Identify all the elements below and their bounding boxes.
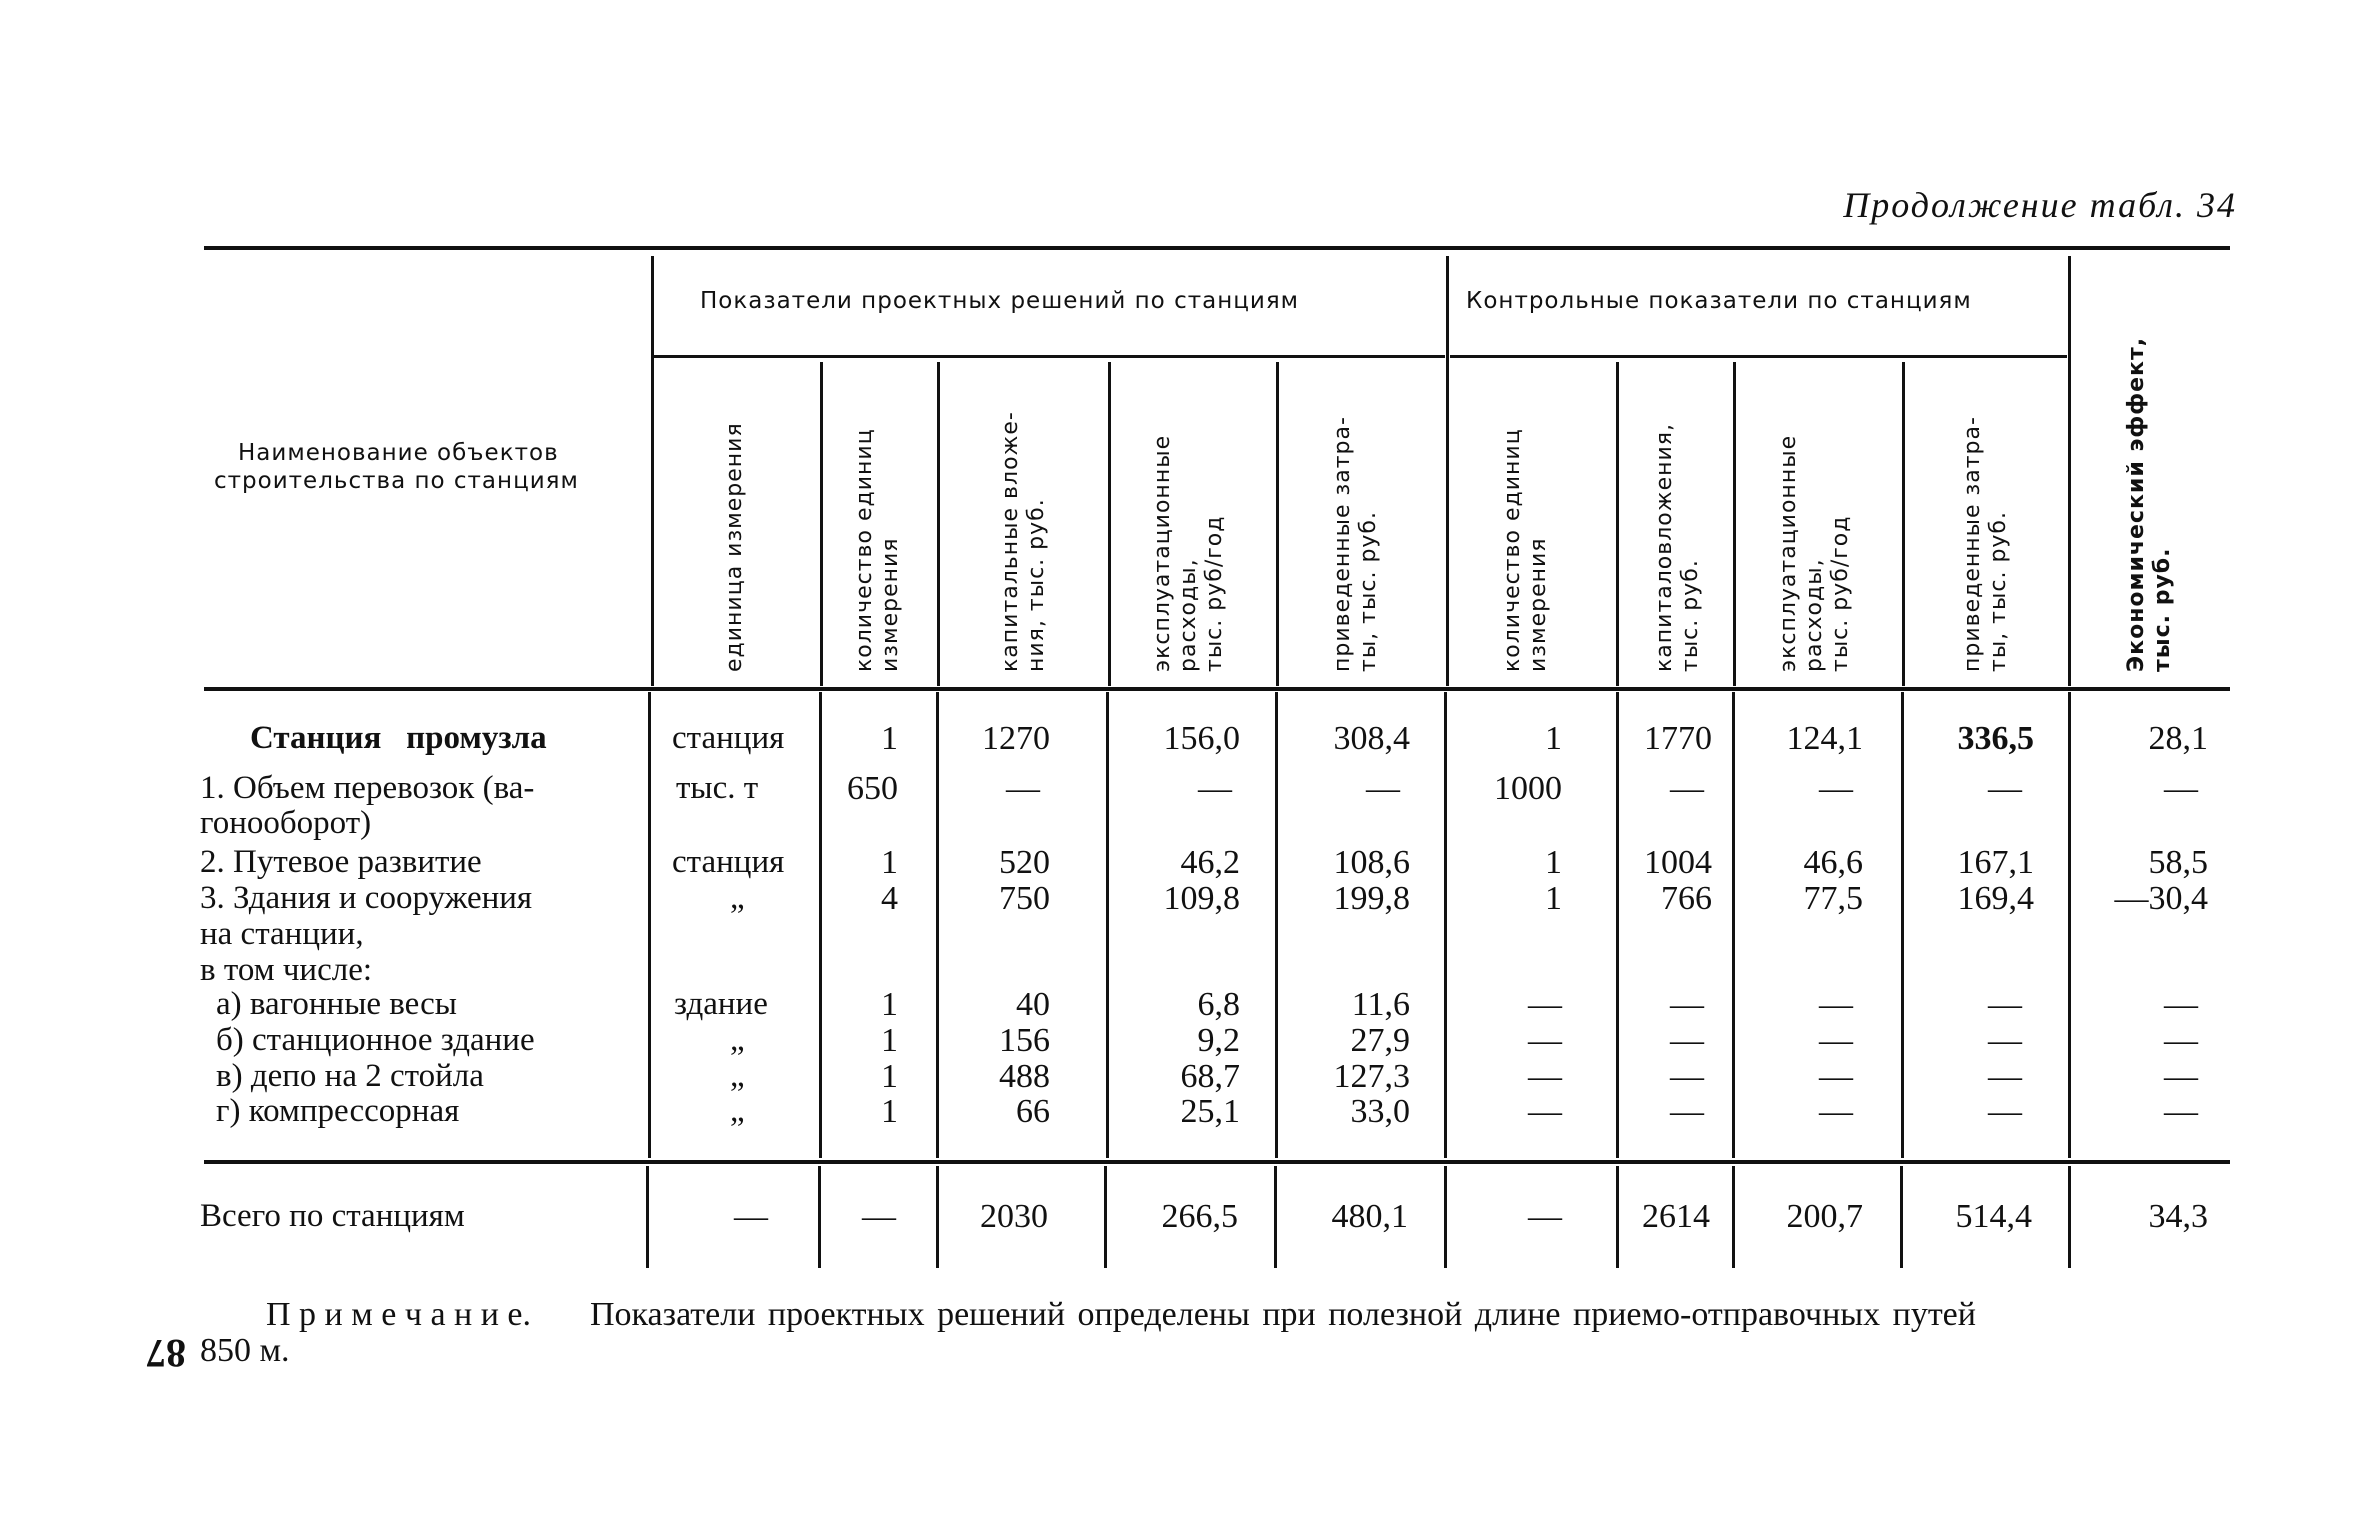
- cell-qty: 4: [881, 880, 898, 917]
- cell-unit: здание: [674, 986, 768, 1022]
- cell-c-qty: 1: [1545, 844, 1562, 881]
- total-c-operating: 200,7: [1786, 1198, 1863, 1235]
- group-underline-control: [1450, 355, 2067, 358]
- col-header-c-capital: капиталовложения, тыс. руб.: [1652, 422, 1703, 672]
- cell-reduced: 127,3: [1333, 1058, 1410, 1095]
- row-name: в) депо на 2 стойла: [216, 1058, 484, 1094]
- col-header-unit: единица измерения: [722, 422, 747, 672]
- group-underline-design: [652, 355, 1445, 358]
- cell-c-qty: —: [1528, 1093, 1562, 1130]
- cell-c-qty: 1: [1545, 880, 1562, 917]
- col-header-operating: эксплуатационные расходы, тыс. руб/год: [1150, 434, 1227, 672]
- total-operating: 266,5: [1161, 1198, 1238, 1235]
- cell-qty: 1: [881, 720, 898, 757]
- col-header-qty: количество единиц измерения: [852, 428, 903, 672]
- total-top-rule: [204, 1160, 2230, 1164]
- cell-c-operating: —: [1819, 1058, 1853, 1095]
- cell-operating: 6,8: [1197, 986, 1240, 1023]
- col-header-c-reduced: приведенные затра- ты, тыс. руб.: [1960, 416, 2011, 672]
- row-name: а) вагонные весы: [216, 986, 457, 1022]
- col-header-capital: капитальные вложе- ния, тыс. руб.: [998, 411, 1049, 672]
- col-divider: [1446, 256, 1449, 686]
- header-name-line1: Наименование объектов: [238, 440, 559, 466]
- cell-operating: 109,8: [1163, 880, 1240, 917]
- col-divider: [646, 1166, 649, 1268]
- cell-effect: 58,5: [2148, 844, 2208, 881]
- cell-capital: 750: [999, 880, 1050, 917]
- cell-capital: 520: [999, 844, 1050, 881]
- group-header-control: Контрольные показатели по станциям: [1466, 288, 1972, 314]
- cell-c-operating: —: [1819, 1022, 1853, 1059]
- col-divider: [1616, 362, 1619, 686]
- total-unit: —: [734, 1198, 768, 1235]
- cell-operating: 156,0: [1163, 720, 1240, 757]
- cell-c-reduced: 169,4: [1957, 880, 2034, 917]
- cell-c-qty: 1: [1545, 720, 1562, 757]
- col-header-c-qty: количество единиц измерения: [1500, 428, 1551, 672]
- cell-c-capital: 1770: [1644, 720, 1712, 757]
- row-name: б) станционное здание: [216, 1022, 535, 1058]
- cell-qty: 650: [847, 770, 898, 807]
- col-divider: [936, 1166, 939, 1268]
- col-divider: [936, 692, 939, 1158]
- cell-unit: „: [730, 1093, 745, 1129]
- total-label: Всего по станциям: [200, 1198, 465, 1234]
- cell-capital: 40: [1016, 986, 1050, 1023]
- cell-c-operating: 46,6: [1803, 844, 1863, 881]
- cell-effect: —: [2164, 1022, 2198, 1059]
- row-name: на станции,: [200, 916, 364, 952]
- cell-c-capital: —: [1670, 986, 1704, 1023]
- cell-capital: 66: [1016, 1093, 1050, 1130]
- cell-c-reduced: —: [1988, 1093, 2022, 1130]
- cell-c-operating: 77,5: [1803, 880, 1863, 917]
- cell-qty: 1: [881, 986, 898, 1023]
- cell-capital: —: [1006, 770, 1040, 807]
- col-divider: [1104, 1166, 1107, 1268]
- cell-unit: тыс. т: [676, 770, 759, 806]
- cell-reduced: 108,6: [1333, 844, 1410, 881]
- cell-c-qty: —: [1528, 986, 1562, 1023]
- col-divider: [1733, 362, 1736, 686]
- cell-unit: станция: [672, 720, 785, 756]
- cell-operating: 25,1: [1180, 1093, 1240, 1130]
- cell-effect: —: [2164, 770, 2198, 807]
- total-effect: 34,3: [2148, 1198, 2208, 1235]
- cell-c-reduced: 336,5: [1957, 720, 2034, 757]
- cell-unit: „: [730, 1022, 745, 1058]
- cell-effect: —: [2164, 1093, 2198, 1130]
- cell-operating: 9,2: [1197, 1022, 1240, 1059]
- col-divider: [1275, 692, 1278, 1158]
- cell-c-capital: 766: [1661, 880, 1712, 917]
- col-divider: [1108, 362, 1111, 686]
- cell-unit: станция: [672, 844, 785, 880]
- cell-c-capital: —: [1670, 1022, 1704, 1059]
- total-qty: —: [862, 1198, 896, 1235]
- cell-effect: —30,4: [2114, 880, 2208, 917]
- cell-qty: 1: [881, 844, 898, 881]
- cell-c-capital: —: [1670, 1093, 1704, 1130]
- cell-unit: „: [730, 1058, 745, 1094]
- cell-operating: —: [1198, 770, 1232, 807]
- cell-c-reduced: —: [1988, 986, 2022, 1023]
- note-text: Показатели проектных решений определены при полезной длине приемо-отправочных путей: [590, 1296, 1976, 1333]
- col-header-reduced: приведенные затра- ты, тыс. руб.: [1330, 416, 1381, 672]
- cell-c-reduced: —: [1988, 770, 2022, 807]
- header-name-line2: строительства по станциям: [214, 468, 579, 494]
- row-name: г) компрессорная: [216, 1093, 460, 1129]
- col-divider: [2068, 256, 2071, 686]
- cell-qty: 1: [881, 1058, 898, 1095]
- col-divider: [1900, 1166, 1903, 1268]
- cell-qty: 1: [881, 1022, 898, 1059]
- page-number: 87: [146, 1331, 186, 1376]
- col-divider: [1902, 362, 1905, 686]
- row-name: гонооборот): [200, 805, 372, 841]
- col-divider: [1276, 362, 1279, 686]
- cell-c-operating: —: [1819, 986, 1853, 1023]
- cell-effect: —: [2164, 1058, 2198, 1095]
- cell-c-qty: —: [1528, 1058, 1562, 1095]
- cell-capital: 1270: [982, 720, 1050, 757]
- row-name: 3. Здания и сооружения: [200, 880, 533, 916]
- cell-operating: 68,7: [1180, 1058, 1240, 1095]
- col-divider: [820, 362, 823, 686]
- col-header-effect: Экономический эффект, тыс. руб.: [2124, 336, 2175, 672]
- col-header-c-operating: эксплуатационные расходы, тыс. руб/год: [1776, 434, 1853, 672]
- cell-effect: —: [2164, 986, 2198, 1023]
- table-top-rule: [204, 246, 2230, 250]
- cell-effect: 28,1: [2148, 720, 2208, 757]
- total-capital: 2030: [980, 1198, 1048, 1235]
- cell-c-qty: —: [1528, 1022, 1562, 1059]
- row-name-station: Станция промузла: [250, 720, 547, 756]
- cell-c-capital: —: [1670, 1058, 1704, 1095]
- cell-c-operating: 124,1: [1786, 720, 1863, 757]
- row-name: 2. Путевое развитие: [200, 844, 482, 880]
- cell-reduced: 11,6: [1351, 986, 1410, 1023]
- row-name: 1. Объем перевозок (ва-: [200, 770, 535, 806]
- total-c-qty: —: [1528, 1198, 1562, 1235]
- cell-capital: 488: [999, 1058, 1050, 1095]
- group-header-design: Показатели проектных решений по станциям: [700, 288, 1300, 314]
- cell-reduced: 27,9: [1350, 1022, 1410, 1059]
- cell-c-reduced: 167,1: [1957, 844, 2034, 881]
- cell-reduced: —: [1366, 770, 1400, 807]
- total-reduced: 480,1: [1331, 1198, 1408, 1235]
- col-divider: [1274, 1166, 1277, 1268]
- cell-c-reduced: —: [1988, 1022, 2022, 1059]
- cell-c-operating: —: [1819, 770, 1853, 807]
- cell-capital: 156: [999, 1022, 1050, 1059]
- row-name: в том числе:: [200, 952, 373, 988]
- cell-qty: 1: [881, 1093, 898, 1130]
- continuation-label: Продолжение табл. 34: [1843, 185, 2237, 225]
- col-divider: [648, 692, 651, 1158]
- cell-unit: „: [730, 880, 745, 916]
- col-divider: [651, 256, 654, 686]
- cell-reduced: 199,8: [1333, 880, 1410, 917]
- total-c-capital: 2614: [1642, 1198, 1710, 1235]
- note-line2: 850 м.: [200, 1332, 290, 1369]
- cell-reduced: 308,4: [1333, 720, 1410, 757]
- col-divider: [937, 362, 940, 686]
- cell-c-operating: —: [1819, 1093, 1853, 1130]
- cell-c-qty: 1000: [1494, 770, 1562, 807]
- note-prefix: П р и м е ч а н и е.: [266, 1296, 532, 1333]
- cell-operating: 46,2: [1180, 844, 1240, 881]
- total-c-reduced: 514,4: [1955, 1198, 2032, 1235]
- cell-c-capital: —: [1670, 770, 1704, 807]
- cell-c-capital: 1004: [1644, 844, 1712, 881]
- header-bottom-rule: [204, 687, 2230, 691]
- col-divider: [1106, 692, 1109, 1158]
- cell-c-reduced: —: [1988, 1058, 2022, 1095]
- cell-reduced: 33,0: [1350, 1093, 1410, 1130]
